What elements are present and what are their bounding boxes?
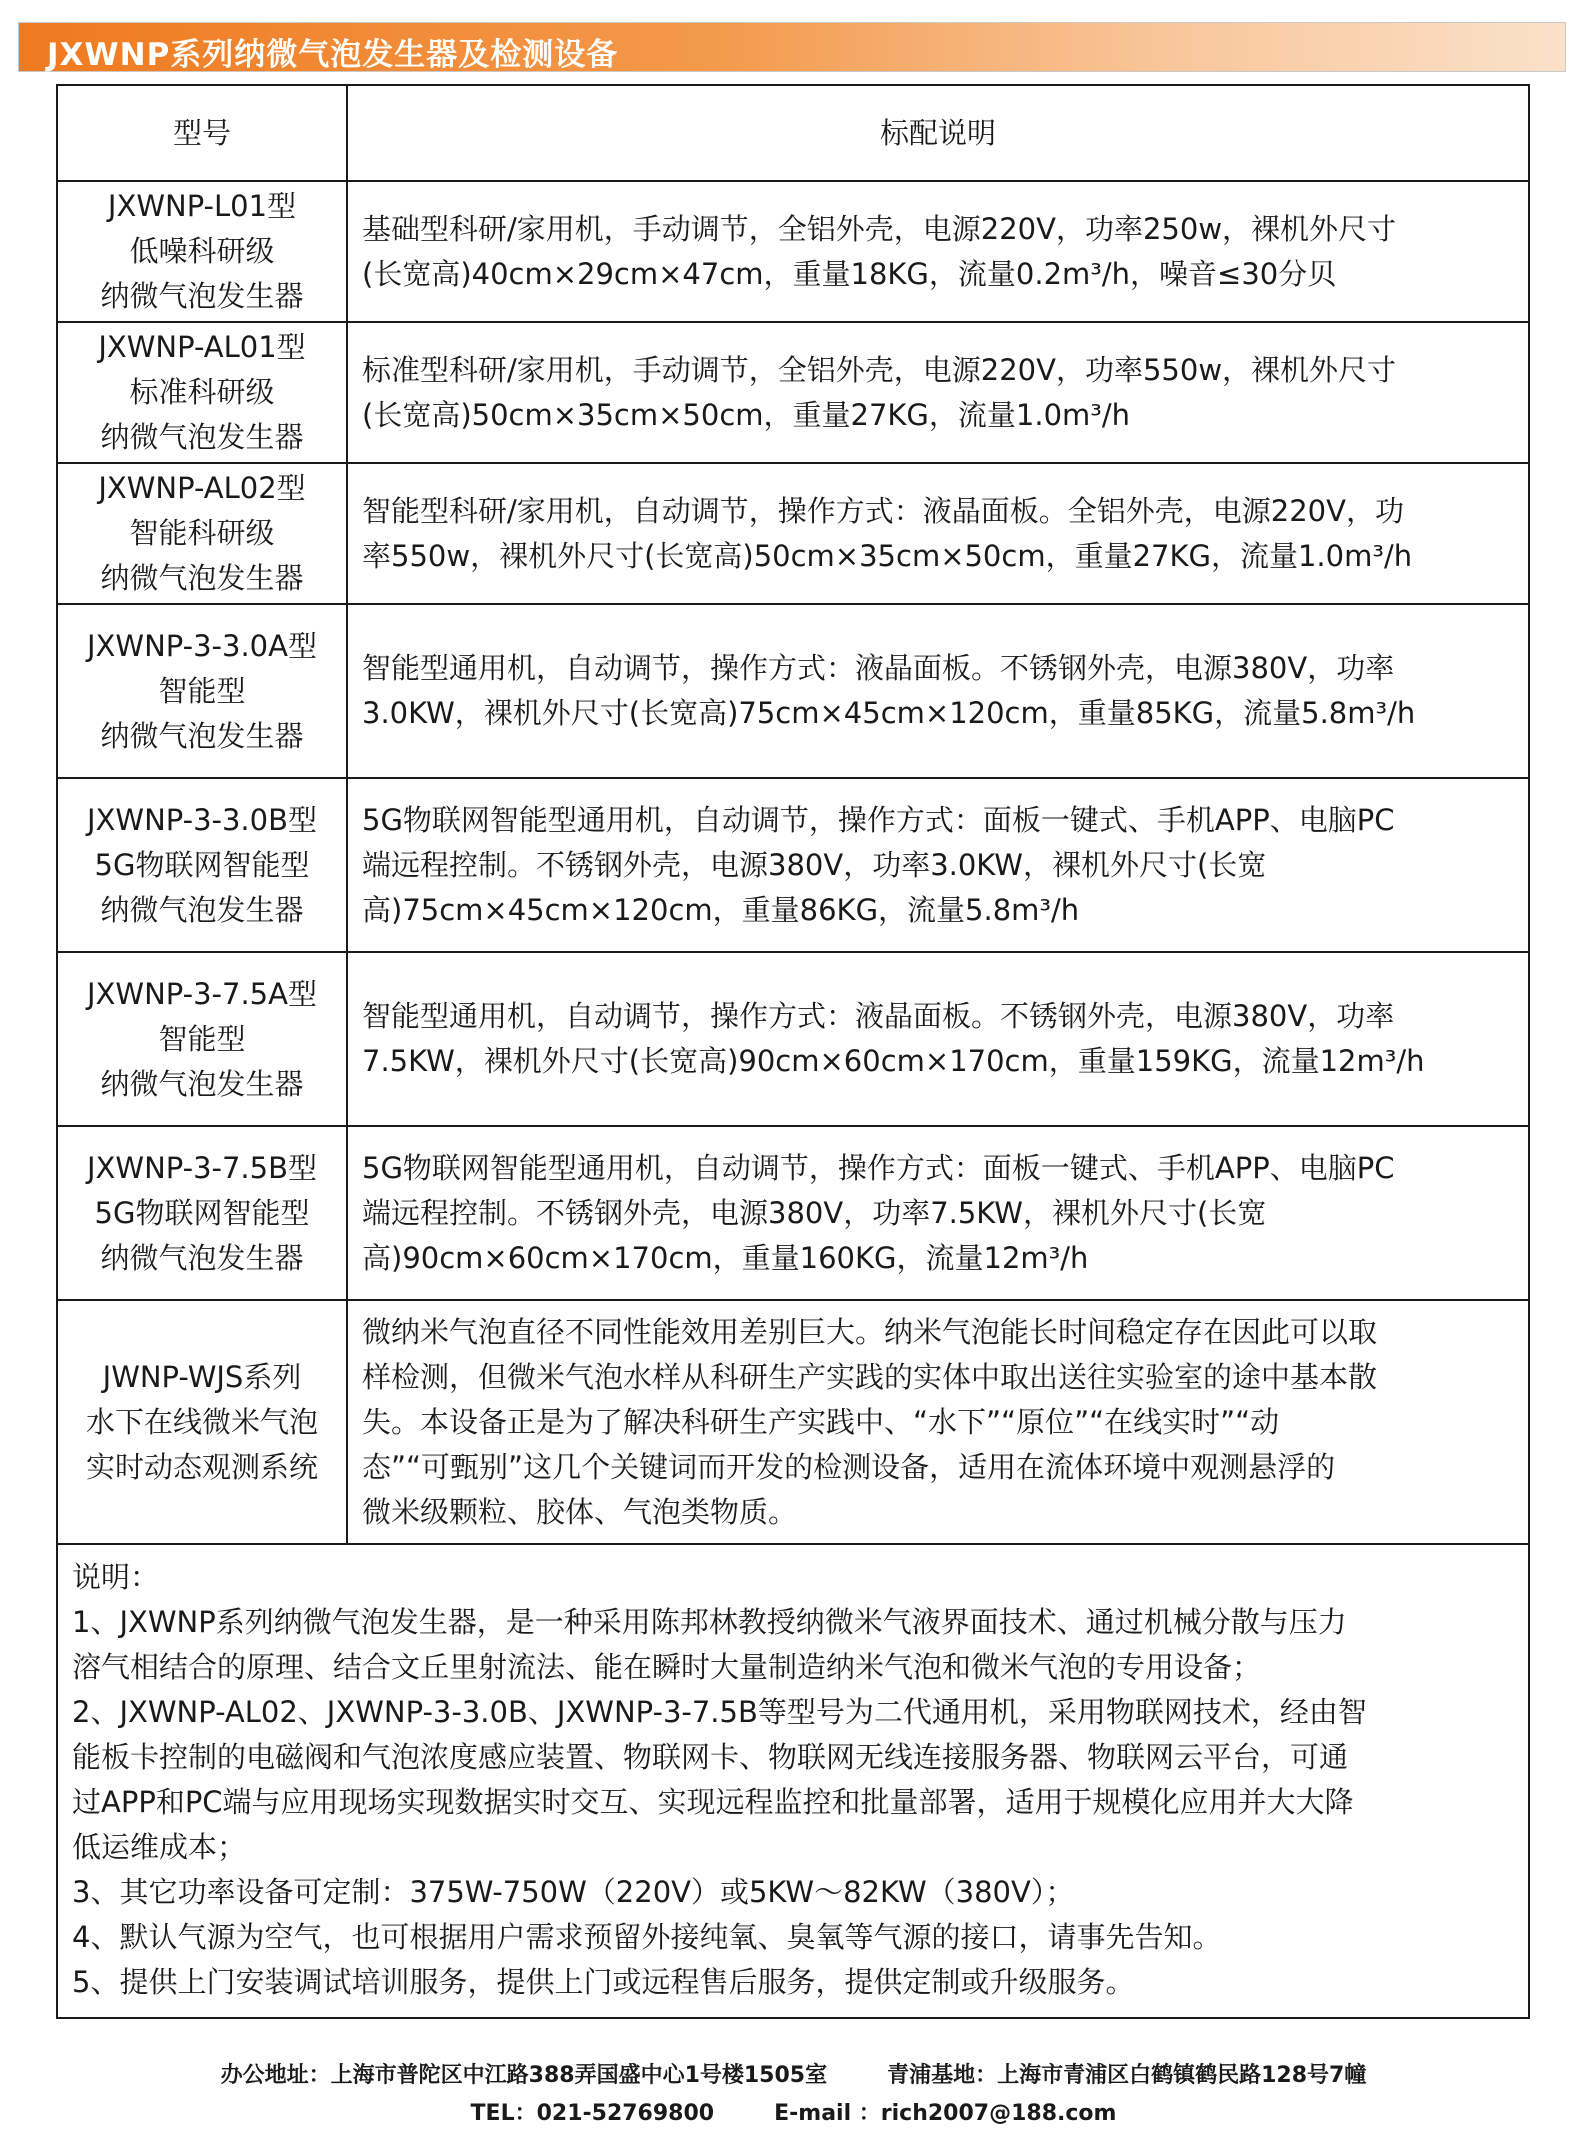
spec-line: 标准型科研/家用机，手动调节，全铝外壳，电源220V，功率550w，裸机外尺寸 bbox=[362, 352, 1397, 387]
table-row bbox=[57, 604, 1529, 778]
model-cell bbox=[57, 322, 347, 463]
title-bar bbox=[18, 22, 1566, 72]
spec-cell bbox=[347, 322, 1529, 463]
spec-line: 7.5KW，裸机外尺寸(长宽高)90cm×60cm×170cm，重量159KG，流量12m³/h bbox=[362, 1044, 1425, 1078]
model-type: 纳微气泡发生器 bbox=[100, 561, 304, 595]
table-row bbox=[57, 181, 1529, 322]
model-type: 纳微气泡发生器 bbox=[100, 1240, 304, 1275]
model-grade: 水下在线微米气泡 bbox=[85, 1404, 318, 1439]
column-header-spec: 标配说明 bbox=[347, 85, 1529, 181]
table-row bbox=[57, 463, 1529, 604]
spec-line: 率550w，裸机外尺寸(长宽高)50cm×35cm×50cm，重量27KG，流量1.0m³/h bbox=[362, 538, 1413, 573]
spec-line: 智能型通用机，自动调节，操作方式：液晶面板。不锈钢外壳，电源380V，功率 bbox=[362, 651, 1395, 685]
model-code: JXWNP-3-7.5A型 bbox=[87, 976, 317, 1011]
model-grade: 5G物联网智能型 bbox=[94, 847, 310, 882]
spec-line: 高)75cm×45cm×120cm，重量86KG，流量5.8m³/h bbox=[362, 892, 1080, 927]
spec-line: (长宽高)40cm×29cm×47cm，重量18KG，流量0.2m³/h，噪音≤30分贝 bbox=[362, 256, 1337, 291]
column-header-model: 型号 bbox=[57, 85, 347, 181]
spec-line: 样检测，但微米气泡水样从科研生产实践的实体中取出送往实验室的途中基本散 bbox=[362, 1359, 1378, 1394]
office-address: 办公地址：上海市普陀区中江路388弄国盛中心1号楼1505室 bbox=[220, 2063, 828, 2088]
notes-line: 2、JXWNP-AL02、JXWNP-3-3.0B、JXWNP-3-7.5B等型号为二代通用机，采用物联网技术，经由智 bbox=[72, 1695, 1367, 1729]
model-cell bbox=[57, 778, 347, 952]
spec-line: 端远程控制。不锈钢外壳，电源380V，功率7.5KW，裸机外尺寸(长宽 bbox=[362, 1195, 1267, 1230]
spec-cell bbox=[347, 181, 1529, 322]
spec-line: 3.0KW，裸机外尺寸(长宽高)75cm×45cm×120cm，重量85KG，流量5.8m³/h bbox=[362, 696, 1416, 730]
model-type: 纳微气泡发生器 bbox=[100, 892, 304, 927]
spec-cell bbox=[347, 952, 1529, 1126]
model-cell bbox=[57, 604, 347, 778]
base-address: 青浦基地：上海市青浦区白鹤镇鹤民路128号7幢 bbox=[887, 2063, 1367, 2088]
model-grade: 智能型 bbox=[158, 673, 246, 708]
model-grade: 低噪科研级 bbox=[129, 234, 275, 268]
table-row bbox=[57, 952, 1529, 1126]
table-row bbox=[57, 1126, 1529, 1300]
model-code: JXWNP-3-3.0A型 bbox=[87, 628, 317, 663]
spec-cell bbox=[347, 1126, 1529, 1300]
page-title: JXWNP系列纳微气泡发生器及检测设备 bbox=[47, 37, 619, 73]
notes-cell bbox=[57, 1544, 1529, 2018]
notes-line: 5、提供上门安装调试培训服务，提供上门或远程售后服务，提供定制或升级服务。 bbox=[72, 1965, 1135, 1999]
model-type: 实时动态观测系统 bbox=[85, 1449, 318, 1484]
notes-line: 3、其它功率设备可定制：375W-750W（220V）或5KW～82KW（380V）； bbox=[72, 1875, 1075, 1909]
spec-line: 微纳米气泡直径不同性能效用差别巨大。纳米气泡能长时间稳定存在因此可以取 bbox=[362, 1314, 1378, 1349]
model-cell bbox=[57, 952, 347, 1126]
spec-line: 端远程控制。不锈钢外壳，电源380V，功率3.0KW，裸机外尺寸(长宽 bbox=[362, 847, 1267, 882]
notes-line: 溶气相结合的原理、结合文丘里射流法、能在瞬时大量制造纳米气泡和微米气泡的专用设备； bbox=[72, 1650, 1262, 1684]
spec-line: 失。本设备正是为了解决科研生产实践中、“水下”“原位”“在线实时”“动 bbox=[362, 1404, 1280, 1439]
model-cell bbox=[57, 1300, 347, 1544]
notes-heading: 说明： bbox=[72, 1560, 160, 1594]
footer-address-line bbox=[0, 2058, 1587, 2089]
spec-line: 基础型科研/家用机，手动调节，全铝外壳，电源220V，功率250w，裸机外尺寸 bbox=[362, 211, 1397, 246]
notes-line: 过APP和PC端与应用现场实现数据实时交互、实现远程监控和批量部署，适用于规模化应用并大大降 bbox=[72, 1785, 1354, 1819]
notes-line: 能板卡控制的电磁阀和气泡浓度感应装置、物联网卡、物联网无线连接服务器、物联网云平台，可通 bbox=[72, 1740, 1349, 1774]
spec-cell bbox=[347, 778, 1529, 952]
table-row bbox=[57, 322, 1529, 463]
notes-line: 低运维成本； bbox=[72, 1830, 247, 1864]
model-cell bbox=[57, 463, 347, 604]
spec-line: 微米级颗粒、胶体、气泡类物质。 bbox=[362, 1494, 798, 1529]
spec-cell bbox=[347, 604, 1529, 778]
spec-cell bbox=[347, 1300, 1529, 1544]
telephone: TEL：021-52769800 bbox=[470, 2101, 715, 2126]
table-header-row bbox=[57, 85, 1529, 181]
model-grade: 智能科研级 bbox=[129, 516, 275, 550]
model-code: JXWNP-3-7.5B型 bbox=[86, 1150, 318, 1185]
notes-row bbox=[57, 1544, 1529, 2018]
model-cell bbox=[57, 1126, 347, 1300]
model-grade: 标准科研级 bbox=[129, 375, 275, 409]
model-code: JXWNP-3-3.0B型 bbox=[86, 802, 318, 837]
table-row bbox=[57, 1300, 1529, 1544]
model-type: 纳微气泡发生器 bbox=[100, 420, 304, 454]
model-grade: 智能型 bbox=[158, 1021, 246, 1056]
model-type: 纳微气泡发生器 bbox=[100, 718, 304, 753]
spec-line: 5G物联网智能型通用机，自动调节，操作方式：面板一键式、手机APP、电脑PC bbox=[362, 802, 1395, 837]
spec-line: 高)90cm×60cm×170cm，重量160KG，流量12m³/h bbox=[362, 1240, 1089, 1275]
model-type: 纳微气泡发生器 bbox=[100, 279, 304, 313]
spec-line: 智能型通用机，自动调节，操作方式：液晶面板。不锈钢外壳，电源380V，功率 bbox=[362, 999, 1395, 1033]
footer-contact-line bbox=[0, 2096, 1587, 2127]
model-cell bbox=[57, 181, 347, 322]
model-code: JXWNP-AL02型 bbox=[98, 471, 306, 505]
email-address: E-mail ：rich2007@188.com bbox=[774, 2101, 1117, 2126]
spec-cell bbox=[347, 463, 1529, 604]
model-type: 纳微气泡发生器 bbox=[100, 1066, 304, 1101]
spec-line: (长宽高)50cm×35cm×50cm，重量27KG，流量1.0m³/h bbox=[362, 397, 1131, 432]
model-code: JXWNP-AL01型 bbox=[98, 330, 306, 364]
spec-line: 态”“可甄别”这几个关键词而开发的检测设备，适用在流体环境中观测悬浮的 bbox=[362, 1449, 1336, 1484]
notes-line: 4、默认气源为空气，也可根据用户需求预留外接纯氧、臭氧等气源的接口，请事先告知。 bbox=[72, 1920, 1222, 1954]
model-code: JXWNP-L01型 bbox=[107, 189, 297, 223]
spec-line: 智能型科研/家用机，自动调节，操作方式：液晶面板。全铝外壳，电源220V，功 bbox=[362, 493, 1404, 528]
model-grade: 5G物联网智能型 bbox=[94, 1195, 310, 1230]
table-row bbox=[57, 778, 1529, 952]
spec-line: 5G物联网智能型通用机，自动调节，操作方式：面板一键式、手机APP、电脑PC bbox=[362, 1150, 1395, 1185]
model-code: JWNP-WJS系列 bbox=[102, 1359, 302, 1394]
spec-table bbox=[56, 84, 1530, 2019]
notes-line: 1、JXWNP系列纳微气泡发生器，是一种采用陈邦林教授纳微米气液界面技术、通过机械分散与压力 bbox=[72, 1605, 1347, 1639]
